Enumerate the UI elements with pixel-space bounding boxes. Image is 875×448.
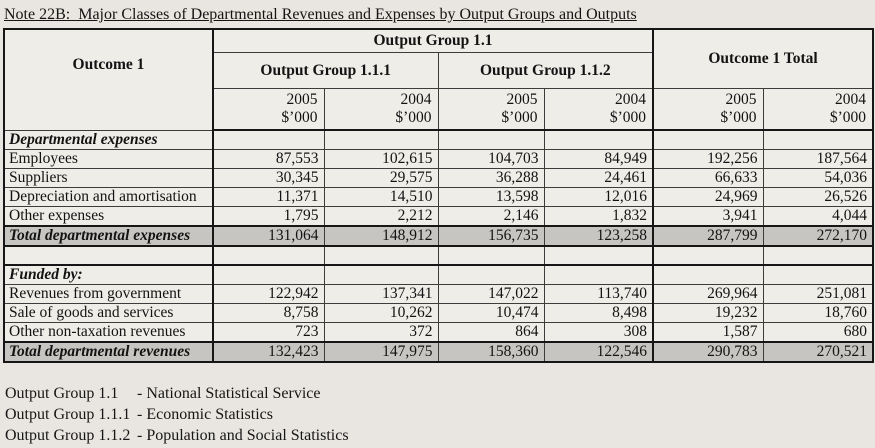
unit-label: $’000 <box>720 109 757 126</box>
table-row <box>4 303 873 322</box>
table-row-blank <box>4 246 873 265</box>
column-header-output-group-1-1: Output Group 1.1 <box>213 29 653 53</box>
cell-value <box>653 130 763 149</box>
cell-value: 66,633 <box>653 168 763 187</box>
cell-value: 29,575 <box>324 168 438 187</box>
cell-value: 131,064 <box>213 226 324 246</box>
cell-value: 192,256 <box>653 149 763 168</box>
cell-value <box>763 246 873 265</box>
footnote-label: Output Group 1.1.1 <box>5 406 131 423</box>
cell-value: 36,288 <box>438 168 544 187</box>
cell-value <box>213 130 324 149</box>
footnote-desc: - Economic Statistics <box>137 406 273 423</box>
cell-value <box>213 265 324 285</box>
row-label: Other expenses <box>4 206 213 226</box>
cell-value: 13,598 <box>438 187 544 206</box>
cell-value <box>763 130 873 149</box>
year-label: 2004 <box>835 91 867 108</box>
year-label: 2005 <box>286 91 318 108</box>
column-header-year <box>763 89 873 131</box>
header-row-group <box>4 29 873 53</box>
cell-value <box>544 130 653 149</box>
unit-label: $’000 <box>501 109 538 126</box>
cell-value: 122,546 <box>544 342 653 362</box>
row-label: Depreciation and amortisation <box>4 187 213 206</box>
cell-value <box>544 246 653 265</box>
cell-value: 308 <box>544 322 653 342</box>
cell-value: 3,941 <box>653 206 763 226</box>
cell-value: 24,461 <box>544 168 653 187</box>
year-label: 2004 <box>615 91 647 108</box>
cell-value: 12,016 <box>544 187 653 206</box>
table-row <box>4 149 873 168</box>
cell-value: 2,146 <box>438 206 544 226</box>
cell-value: 26,526 <box>763 187 873 206</box>
cell-value: 132,423 <box>213 342 324 362</box>
cell-value: 18,760 <box>763 303 873 322</box>
cell-value: 24,969 <box>653 187 763 206</box>
column-header-year <box>544 89 653 131</box>
cell-value: 137,341 <box>324 284 438 303</box>
column-header-outcome: Outcome 1 <box>4 29 213 130</box>
unit-label: $’000 <box>395 109 432 126</box>
cell-value: 4,044 <box>763 206 873 226</box>
revenues-expenses-table <box>3 28 874 363</box>
cell-value: 122,942 <box>213 284 324 303</box>
row-label: Departmental expenses <box>4 130 213 149</box>
row-label: Total departmental revenues <box>4 342 213 362</box>
column-header-year <box>438 89 544 131</box>
table-row-section <box>4 130 873 149</box>
cell-value <box>213 246 324 265</box>
cell-value: 1,795 <box>213 206 324 226</box>
table-row <box>4 206 873 226</box>
year-label: 2005 <box>725 91 757 108</box>
cell-value: 1,832 <box>544 206 653 226</box>
cell-value: 84,949 <box>544 149 653 168</box>
row-label: Other non-taxation revenues <box>4 322 213 342</box>
cell-value: 10,474 <box>438 303 544 322</box>
row-label: Revenues from government <box>4 284 213 303</box>
footnote-label: Output Group 1.1.2 <box>5 427 131 444</box>
document-title: Note 22B: Major Classes of Departmental Revenues and Expenses by Output Groups and Outputs <box>4 6 637 23</box>
cell-value: 87,553 <box>213 149 324 168</box>
table-row-total-revenues <box>4 342 873 362</box>
cell-value: 104,703 <box>438 149 544 168</box>
table-row <box>4 284 873 303</box>
row-label: Funded by: <box>4 265 213 285</box>
cell-value: 113,740 <box>544 284 653 303</box>
column-header-year <box>213 89 324 131</box>
cell-value: 54,036 <box>763 168 873 187</box>
cell-value: 8,498 <box>544 303 653 322</box>
cell-value: 2,212 <box>324 206 438 226</box>
table-row <box>4 322 873 342</box>
cell-value <box>324 130 438 149</box>
footnote-label: Output Group 1.1 <box>5 385 119 402</box>
cell-value <box>544 265 653 285</box>
cell-value: 123,258 <box>544 226 653 246</box>
cell-value: 147,975 <box>324 342 438 362</box>
cell-value: 290,783 <box>653 342 763 362</box>
column-header-year <box>653 89 763 131</box>
row-label: Suppliers <box>4 168 213 187</box>
cell-value: 270,521 <box>763 342 873 362</box>
cell-value: 723 <box>213 322 324 342</box>
cell-value <box>324 246 438 265</box>
cell-value: 30,345 <box>213 168 324 187</box>
cell-value <box>324 265 438 285</box>
cell-value: 158,360 <box>438 342 544 362</box>
cell-value: 1,587 <box>653 322 763 342</box>
cell-value <box>653 265 763 285</box>
unit-label: $’000 <box>829 109 867 126</box>
cell-value: 680 <box>763 322 873 342</box>
cell-value: 8,758 <box>213 303 324 322</box>
cell-value: 287,799 <box>653 226 763 246</box>
row-label: Total departmental expenses <box>4 226 213 246</box>
footnote-line <box>5 383 349 404</box>
table-row-total-expenses <box>4 226 873 246</box>
column-header-output-group-1-1-1: Output Group 1.1.1 <box>213 53 438 89</box>
cell-value <box>438 265 544 285</box>
table-row <box>4 168 873 187</box>
cell-value: 187,564 <box>763 149 873 168</box>
cell-value: 251,081 <box>763 284 873 303</box>
cell-value: 864 <box>438 322 544 342</box>
year-label: 2004 <box>400 91 432 108</box>
cell-value: 14,510 <box>324 187 438 206</box>
cell-value: 148,912 <box>324 226 438 246</box>
cell-value: 10,262 <box>324 303 438 322</box>
footnote-desc: - National Statistical Service <box>137 385 321 402</box>
column-header-output-group-1-1-2: Output Group 1.1.2 <box>438 53 653 89</box>
cell-value: 156,735 <box>438 226 544 246</box>
cell-value: 147,022 <box>438 284 544 303</box>
cell-value: 272,170 <box>763 226 873 246</box>
column-header-outcome-total: Outcome 1 Total <box>653 29 873 89</box>
table-row-section-funded-by <box>4 265 873 285</box>
row-label: Employees <box>4 149 213 168</box>
footnote-line <box>5 404 349 425</box>
cell-value: 269,964 <box>653 284 763 303</box>
cell-value <box>438 246 544 265</box>
cell-value <box>763 265 873 285</box>
cell-value <box>438 130 544 149</box>
cell-value: 11,371 <box>213 187 324 206</box>
year-label: 2005 <box>506 91 538 108</box>
cell-value: 19,232 <box>653 303 763 322</box>
cell-value: 102,615 <box>324 149 438 168</box>
footnote-desc: - Population and Social Statistics <box>137 427 349 444</box>
cell-value: 372 <box>324 322 438 342</box>
row-label <box>4 246 213 265</box>
column-header-year <box>324 89 438 131</box>
unit-label: $’000 <box>609 109 647 126</box>
unit-label: $’000 <box>281 109 318 126</box>
footnote-line <box>5 425 349 446</box>
cell-value <box>653 246 763 265</box>
table-row <box>4 187 873 206</box>
footnotes <box>5 383 349 446</box>
row-label: Sale of goods and services <box>4 303 213 322</box>
